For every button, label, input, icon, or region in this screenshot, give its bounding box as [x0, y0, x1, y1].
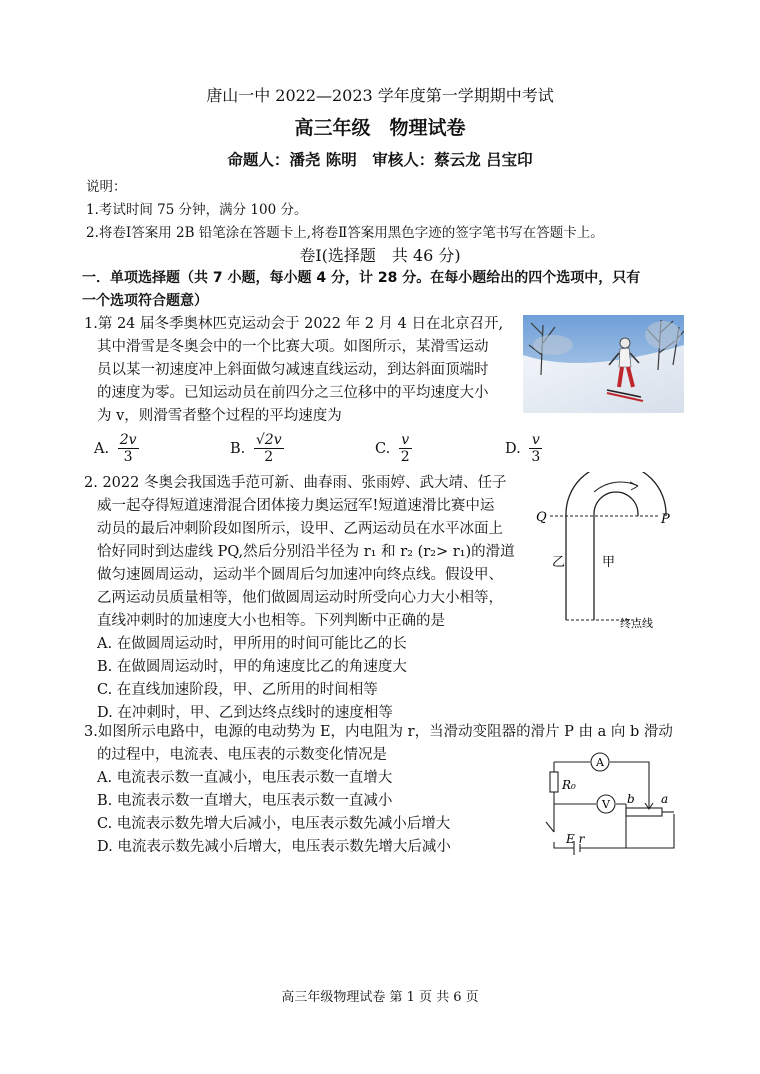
q3-line-1: 3.如图所示电路中，电源的电动势为 E，内电阻为 r，当滑动变阻器的滑片 P 由 a 向 b 滑动 — [84, 724, 673, 740]
notes-heading: 说明： — [86, 179, 127, 195]
skier-photo — [523, 315, 684, 413]
track-diagram — [530, 472, 680, 637]
q1-line-1: 1.第 24 届冬季奥林匹克运动会于 2022 年 2 月 4 日在北京召开, — [84, 316, 504, 332]
q2-line-5: 做匀速圆周运动，运动半个圆周后匀加速冲向终点线。假设甲、 — [97, 567, 503, 583]
q1-option-c[interactable] — [375, 432, 412, 465]
section-title: 卷Ⅰ(选择题 共 46 分) — [299, 246, 461, 265]
q1-option-c-label: C. — [375, 440, 391, 457]
q1-option-a-label: A. — [94, 440, 110, 457]
q3-option-a[interactable]: A. 电流表示数一直减小，电压表示数一直增大 — [97, 770, 393, 786]
q1-option-a[interactable] — [94, 432, 139, 465]
q1-line-5: 为 v，则滑雪者整个过程的平均速度为 — [97, 408, 342, 424]
voltmeter-icon: V — [602, 798, 610, 811]
q2-option-c[interactable]: C. 在直线加速阶段，甲、乙所用的时间相等 — [97, 682, 378, 698]
q2-line-6: 乙两运动员质量相等，他们做圆周运动时所受向心力大小相等， — [97, 590, 503, 606]
diagram-label-finish: 终点线 — [620, 617, 653, 630]
q1-option-d-numerator: v — [529, 432, 542, 449]
ammeter-icon: A — [596, 756, 604, 769]
q2-line-2: 威一起夺得短道速滑混合团体接力奥运冠军!短道速滑比赛中运 — [97, 498, 495, 514]
q2-option-a[interactable]: A. 在做圆周运动时，甲所用的时间可能比乙的长 — [97, 636, 407, 652]
q1-option-d-denominator: 3 — [531, 449, 541, 465]
circuit-diagram — [530, 748, 680, 858]
q2-line-7: 直线冲刺时的加速度大小也相等。下列判断中正确的是 — [97, 613, 445, 629]
exam-subtitle: 高三年级 物理试卷 — [294, 117, 466, 139]
q1-option-b[interactable] — [230, 432, 284, 465]
q1-option-d-label: D. — [505, 440, 521, 457]
q3-option-c[interactable]: C. 电流表示数先增大后减小，电压表示数先减小后增大 — [97, 816, 451, 832]
exam-school-title: 唐山一中 2022—2023 学年度第一学期期中考试 — [206, 86, 554, 105]
q3-line-2: 的过程中，电流表、电压表的示数变化情况是 — [97, 747, 387, 763]
q2-line-3: 动员的最后冲刺阶段如图所示，设甲、乙两运动员在水平冰面上 — [97, 521, 503, 537]
diagram-label-yi: 乙 — [552, 555, 566, 570]
exam-authors: 命题人：潘尧 陈明 审核人：蔡云龙 吕宝印 — [227, 151, 533, 169]
q2-option-b[interactable]: B. 在做圆周运动时，甲的角速度比乙的角速度大 — [97, 659, 407, 675]
notes-line-2: 2.将卷Ⅰ答案用 2B 铅笔涂在答题卡上,将卷Ⅱ答案用黑色字迹的签字笔书写在答题卡上。 — [86, 225, 604, 241]
q1-option-d[interactable] — [505, 432, 542, 465]
q1-option-a-numerator: 2v — [119, 432, 137, 448]
part1-instruction-line-1: 一．单项选择题（共 7 小题，每小题 4 分，计 28 分。在每小题给出的四个选项中，只有 — [82, 270, 641, 286]
notes-line-1: 1.考试时间 75 分钟，满分 100 分。 — [86, 202, 308, 218]
page-footer: 高三年级物理试卷 第 1 页 共 6 页 — [281, 990, 479, 1005]
q1-option-c-numerator: v — [399, 432, 412, 449]
q1-line-2: 其中滑雪是冬奥会中的一个比赛大项。如图所示，某滑雪运动 — [97, 339, 489, 355]
q1-option-b-label: B. — [230, 440, 246, 457]
q3-option-b[interactable]: B. 电流表示数一直增大，电压表示数一直减小 — [97, 793, 393, 809]
circuit-label-er: E r — [566, 832, 585, 846]
q1-option-c-denominator: 2 — [400, 449, 410, 465]
q1-option-a-denominator: 3 — [123, 449, 133, 465]
q1-option-b-denominator: 2 — [264, 449, 274, 465]
circuit-label-b: b — [627, 792, 635, 806]
q2-line-4: 恰好同时到达虚线 PQ,然后分别沿半径为 r₁ 和 r₂ (r₂> r₁)的滑道 — [97, 544, 515, 560]
q1-line-3: 员以某一初速度冲上斜面做匀减速直线运动，到达斜面顶端时 — [97, 362, 489, 378]
q2-option-d[interactable]: D. 在冲刺时，甲、乙到达终点线时的速度相等 — [97, 705, 393, 721]
q2-line-1: 2. 2022 冬奥会我国选手范可新、曲春雨、张雨婷、武大靖、任子 — [84, 475, 507, 491]
q3-option-d[interactable]: D. 电流表示数先减小后增大，电压表示数先增大后减小 — [97, 839, 451, 855]
q1-line-4: 的速度为零。已知运动员在前四分之三位移中的平均速度大小 — [97, 385, 489, 401]
part1-instruction-line-2: 一个选项符合题意） — [82, 293, 208, 309]
q1-option-b-numerator: √2v — [255, 432, 282, 448]
diagram-label-q: Q — [536, 510, 547, 525]
diagram-label-p: P — [661, 512, 670, 527]
circuit-label-r0: R₀ — [562, 778, 576, 792]
circuit-label-a: a — [661, 792, 669, 806]
diagram-label-jia: 甲 — [602, 555, 616, 570]
